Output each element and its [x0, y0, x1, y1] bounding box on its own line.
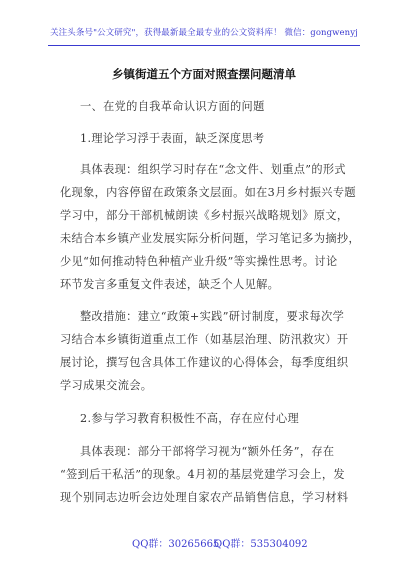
paragraph-line: 现个别同志边听会边处理自家农产品销售信息，学习材料: [60, 491, 349, 504]
paragraph-line: 化现象，内容停留在政策条文层面。如在3月乡村振兴专题: [60, 186, 356, 199]
paragraph-line: 少见“如何推动特色种植产业升级”等实操性思考。讨论: [60, 255, 338, 268]
paragraph-line: “签到后干私活”的现象。4月初的基层党建学习会上，发: [60, 468, 345, 481]
paragraph-line: 环节发言多重复文件表述，缺乏个人见解。: [60, 278, 280, 291]
item-heading: 2.参与学习教育积极性不高，存在应付心理: [80, 412, 300, 425]
header-banner: 关注头条号"公文研究"，获得最新最全最专业的公文资料库！ 微信：gongwenyj: [50, 28, 358, 38]
paragraph-line: 未结合本乡镇产业发展实际分析问题，学习笔记多为摘抄，: [60, 232, 360, 245]
paragraph-line: 习结合本乡镇街道重点工作（如基层治理、防汛救灾）开: [60, 333, 349, 346]
paragraph-line: 学习中，部分干部机械朗读《乡村振兴战略规划》原文，: [60, 209, 349, 222]
document-title: 乡镇街道五个方面对照查摆问题清单: [112, 67, 296, 81]
header-divider: [48, 45, 360, 46]
item-heading: 1.理论学习浮于表面，缺乏深度思考: [80, 132, 265, 145]
paragraph-line: 整改措施：建立“政策+实践”研讨制度，要求每次学: [80, 310, 345, 323]
paragraph-line: 具体表现：部分干部将学习视为“额外任务”，存在: [80, 445, 335, 458]
footer-qq-group-1: QQ群：30265665: [132, 539, 220, 550]
paragraph-line: 学习成果交流会。: [60, 379, 153, 392]
section-heading: 一、在党的自我革命认识方面的问题: [80, 100, 265, 113]
footer-qq-group-2: QQ群：535304092: [214, 539, 308, 550]
paragraph-line: 具体表现：组织学习时存在“念文件、划重点”的形式: [80, 163, 346, 176]
paragraph-line: 展讨论，撰写包含具体工作建议的心得体会，每季度组织: [60, 356, 349, 369]
